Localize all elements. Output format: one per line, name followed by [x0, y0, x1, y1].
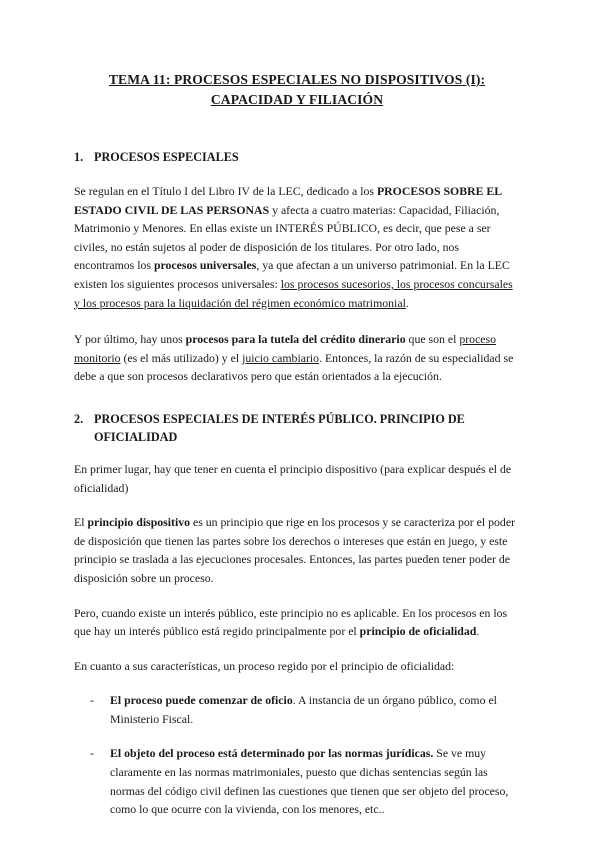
text-run: . A instancia de un órgano público, como el Ministerio Fiscal.: [110, 693, 497, 726]
underlined-run: los procesos sucesorios, los procesos concursales y los procesos para la liquidación del régimen económico matrimonial: [74, 276, 513, 310]
list-item: [74, 691, 520, 728]
section-1-paragraph-2: [74, 330, 520, 386]
underlined-run: juicio cambiario: [242, 350, 320, 365]
bold-run: principio dispositivo: [87, 515, 191, 530]
text-run: El: [74, 515, 88, 530]
list-item-text: [110, 744, 520, 818]
section-1-number: 1.: [74, 150, 84, 164]
text-run: Se ve muy claramente en las normas matrimoniales, puesto que dichas sentencias según las normas del código civil definen las cuestiones que tienen que ser objeto del proceso, como lo que ocurre con la vivienda, con los menores, etc..: [110, 746, 509, 817]
dash-bullet: -: [90, 746, 94, 761]
section-2-paragraph-3: [74, 604, 520, 641]
section-2-paragraph-1: En primer lugar, hay que tener en cuenta el principio dispositivo (para explicar después el de oficialidad): [74, 461, 512, 495]
list-item-text: [110, 691, 520, 728]
bold-run: PROCESOS SOBRE EL ESTADO CIVIL DE LAS PERSONAS: [74, 184, 502, 217]
underlined-run: proceso monitorio: [74, 332, 497, 365]
section-2-heading: [74, 410, 520, 446]
text-run: que son el: [405, 332, 460, 347]
bold-run: principio de oficialidad: [359, 624, 477, 639]
bold-run: procesos universales: [153, 258, 257, 273]
title-line-1: TEMA 11: PROCESOS ESPECIALES NO DISPOSITIVOS (I):: [108, 72, 486, 87]
document-title: [74, 70, 520, 110]
section-1-title: PROCESOS ESPECIALES: [94, 150, 239, 164]
list-spacer: [74, 728, 520, 744]
title-line-2: CAPACIDAD Y FILIACIÓN: [210, 92, 384, 107]
bold-run: El proceso puede comenzar de oficio: [110, 693, 293, 708]
section-2-number: 2.: [74, 411, 84, 426]
text-run: .: [405, 295, 409, 310]
text-run: .: [476, 624, 480, 639]
section-2-paragraph-4: En cuanto a sus características, un proceso regido por el principio de oficialidad:: [74, 658, 455, 673]
section-2-paragraph-2: [74, 513, 520, 587]
text-run: . Entonces, la razón de su especialidad se debe a que son procesos declarativos pero que están orientados a la ejecución.: [74, 350, 514, 384]
text-run: Y por último, hay unos: [74, 332, 186, 347]
section-2-title: PROCESOS ESPECIALES DE INTERÉS PÚBLICO. PRINCIPIO DE OFICIALIDAD: [94, 411, 465, 444]
bold-run: procesos para la tutela del crédito dinerario: [185, 332, 406, 347]
bold-run: El objeto del proceso está determinado por las normas jurídicas.: [110, 746, 434, 761]
list-item: [74, 744, 520, 818]
characteristics-list: [74, 691, 520, 819]
text-run: , ya que afectan a un universo patrimonial. En la LEC existen los siguientes procesos universales:: [74, 258, 510, 291]
text-run: (es el más utilizado) y el: [120, 350, 243, 365]
section-1-heading: [74, 148, 520, 166]
text-run: y afecta a cuatro materias: Capacidad, Filiación, Matrimonio y Menores. En ellas existe un INTERÉS PÚBLICO, es decir, que pese a ser civiles, no están sujetos al poder de disposición de los titulares. Por otro lado, nos encontramos los: [74, 202, 500, 273]
text-run: es un principio que rige en los procesos y se caracteriza por el poder de disposición que tienen las partes sobre los derechos o intereses que están en juego, y este principio se traslada a las ejecuciones procesales. Entonces, las partes pueden tener poder de disposición sobre un proceso.: [74, 515, 515, 585]
text-run: Se regulan en el Título I del Libro IV de la LEC, dedicado a los: [74, 184, 377, 198]
dash-bullet: -: [90, 693, 94, 708]
section-1-paragraph-1: [74, 182, 520, 312]
text-run: Pero, cuando existe un interés público, este principio no es aplicable. En los procesos en los que hay un interés público está regido principalmente por el: [74, 605, 508, 639]
